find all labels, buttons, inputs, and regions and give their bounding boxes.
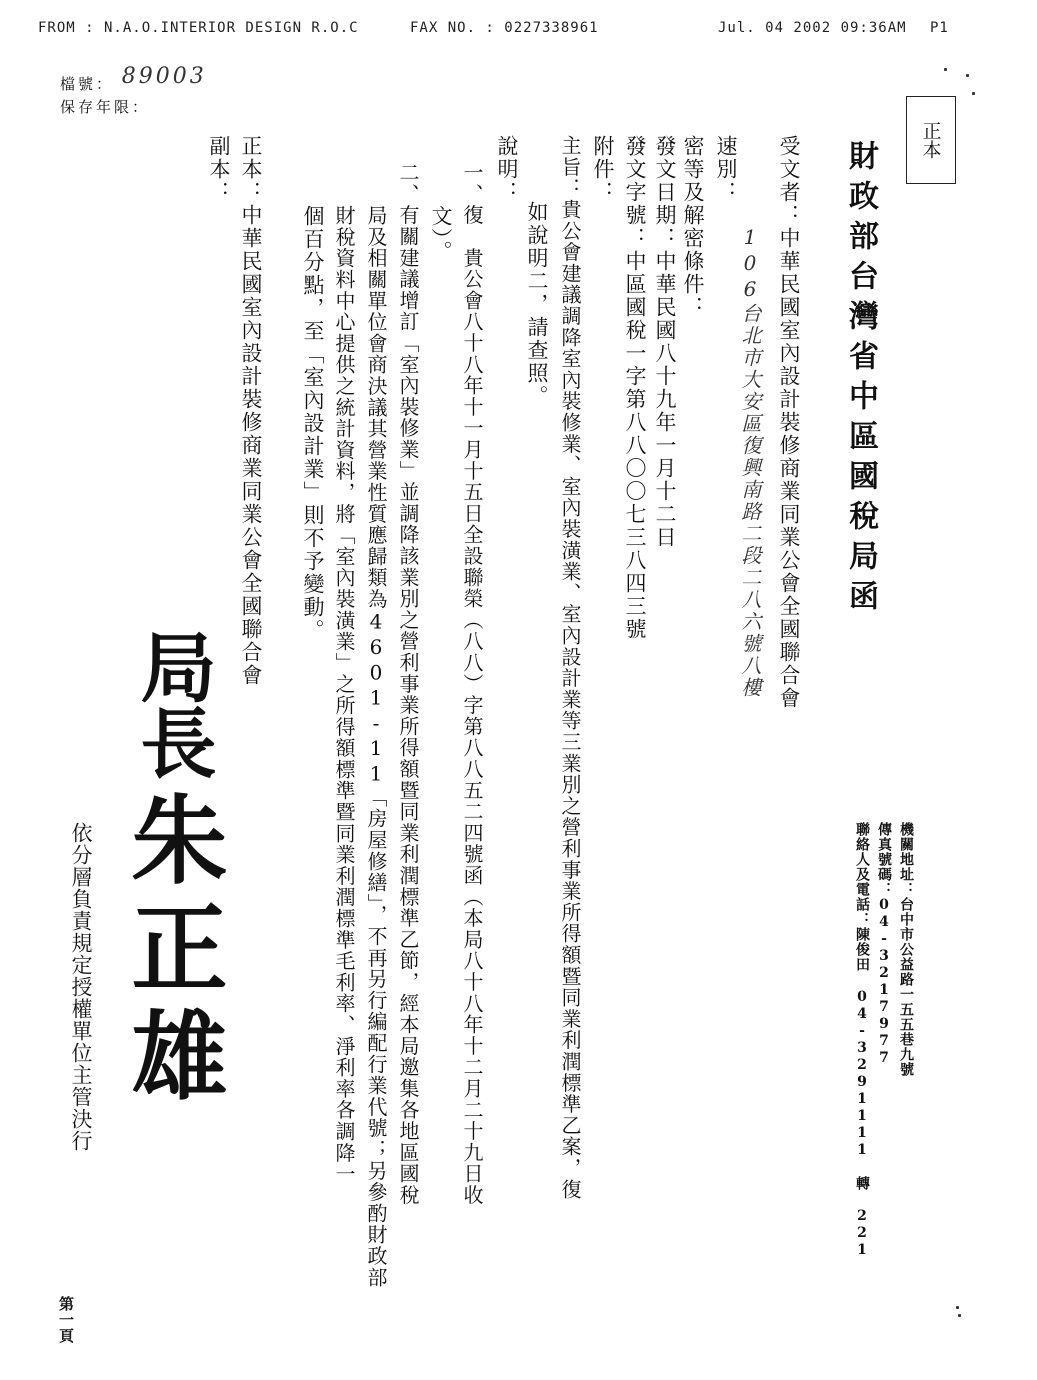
fax-header	[0, 0, 1037, 40]
contact-person: 聯絡人及電話：陳俊田 04-3291111 轉 221	[854, 822, 870, 1259]
signature-name: 朱正雄	[116, 790, 229, 1114]
secrecy-condition: 密等及解密條件：	[681, 135, 705, 319]
noise-speck	[944, 68, 947, 71]
recipient-address: 106台北市大安區復興南路二段二八六號八樓	[738, 225, 762, 699]
noise-speck	[958, 1314, 961, 1317]
subject-line-1: 主旨：貴公會建議調降室內裝修業、室內裝潢業、室內設計業等三業別之營利事業所得額暨同業利潤標準乙案，復	[558, 135, 582, 1200]
fax-from: FROM : N.A.O.INTERIOR DESIGN R.O.C	[38, 20, 359, 36]
subject-line-2: 如說明二，請查照。	[525, 201, 549, 408]
attachment: 附件：	[591, 135, 615, 204]
recipient: 受文者：中華民國室內設計裝修商業同業公會全國聯合會	[777, 135, 801, 710]
agency-address: 機關地址：台中市公益路一五五巷九號	[898, 822, 914, 1077]
original-copy-recipient: 正本：中華民國室內設計裝修商業同業公會全國聯合會	[239, 135, 263, 687]
issue-date: 發文日期：中華民國八十九年一月十二日	[653, 135, 677, 549]
file-number	[60, 64, 207, 95]
noise-speck	[966, 74, 969, 77]
duplicate-copy-recipient: 副本：	[207, 135, 231, 204]
delegation-note: 依分層負責規定授權單位主管決行	[69, 822, 93, 1152]
item-2-line-1: 二、有關建議增訂「室內裝修業」並調降該業別之營利事業所得額暨同業利潤標準乙節，經本局邀集各地區國稅	[396, 162, 420, 1206]
explanation-label: 說明：	[495, 135, 519, 204]
retention-period: 保存年限：	[60, 98, 151, 116]
letter-title: 財政部台灣省中區國稅局函	[843, 140, 878, 620]
issue-number: 發文字號：中區國稅一字第八八〇〇七三八四三號	[623, 135, 647, 641]
fax-page: P1	[930, 20, 949, 36]
speed-class: 速別：	[714, 135, 738, 204]
item-2-line-4: 個百分點，至「室內設計業」則不予變動。	[301, 205, 325, 642]
original-copy-stamp: 正本	[906, 96, 956, 184]
page-number: 第一頁	[57, 1296, 75, 1344]
signature-title: 局長	[128, 628, 217, 780]
agency-fax: 傳真號碼：04-3217977	[876, 822, 892, 1067]
file-number-value: 89003	[121, 64, 207, 89]
file-number-label: 檔號：	[60, 75, 115, 93]
item-1-line-1: 一、復 貴公會八十八年十一月十五日全設聯榮（八八）字第八八五二四號函（本局八十八年十二月二十九日收	[460, 162, 484, 1206]
noise-speck	[956, 1306, 959, 1309]
item-2-line-2: 局及相關單位會商決議其營業性質應歸類為4601-11「房屋修繕」，不再另行編配行業代號；另參酌財政部	[364, 205, 388, 1288]
item-2-line-3: 財稅資料中心提供之統計資料，將「室內裝潢業」之所得額標準暨同業利潤標準毛利率、淨利率各調降一	[332, 205, 356, 1185]
fax-number: FAX NO. : 0227338961	[410, 20, 599, 36]
fax-datetime: Jul. 04 2002 09:36AM	[718, 20, 907, 36]
item-1-line-2: 文）。	[429, 205, 453, 264]
noise-speck	[972, 92, 975, 95]
